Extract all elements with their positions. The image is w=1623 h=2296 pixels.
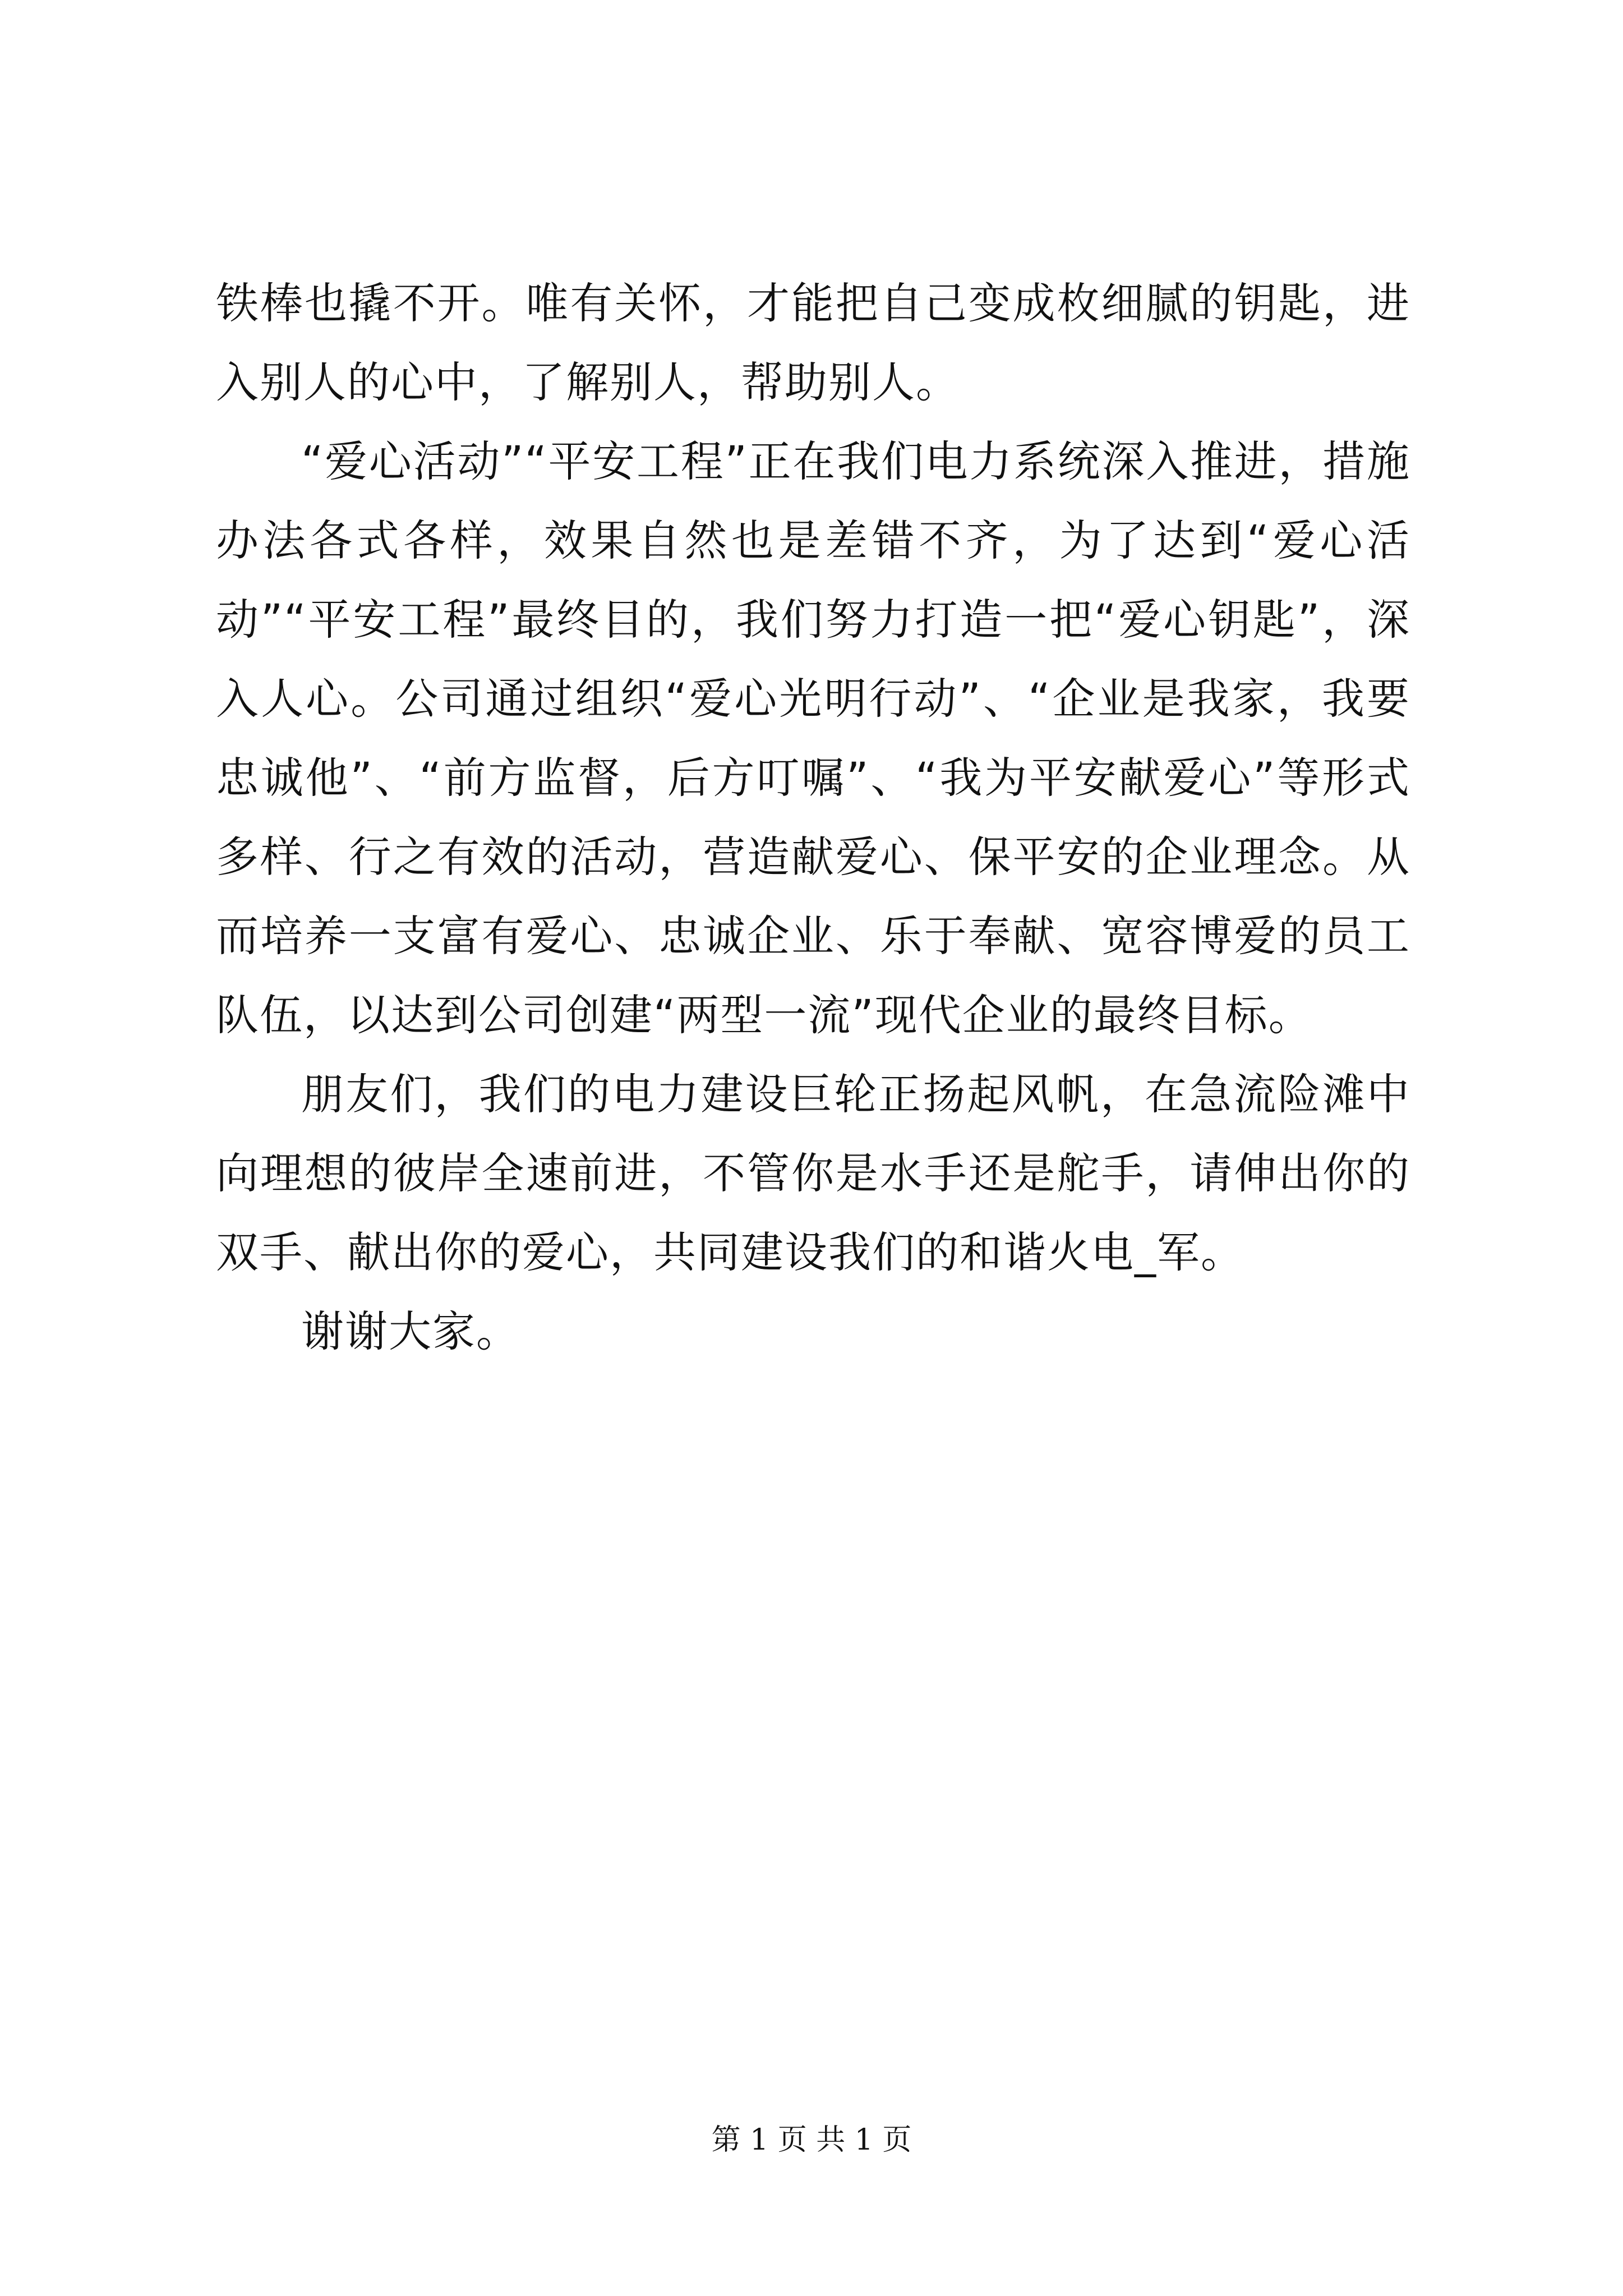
paragraph-4: 谢谢大家。 — [301, 1306, 520, 1356]
paragraph-2: “爱心活动”“平安工程”正在我们电力系统深入推进，措施办法各式各样，效果自然也是差错不齐，为了达到“爱心活动”“平安工程”最终目的，我们努力打造一把“爱心钥匙”，深入人心。公司通过组织“爱心光明行动”、“企业是我家，我要忠诚他”、“前方监督，后方叮嘱”、“我为平安献爱心”等形式多样、行之有效的活动，营造献爱心、保平安的企业理念。从而培养一支富有爱心、忠诚企业、乐于奉献、宽容博爱的员工队伍，以达到公司创建“两型一流”现代企业的最终目标。 — [216, 436, 1410, 1040]
paragraph-1: 铁棒也撬不开。唯有关怀，才能把自己变成枚细腻的钥匙，进入别人的心中，了解别人，帮助别人。 — [216, 278, 1410, 407]
paragraph-3: 朋友们，我们的电力建设巨轮正扬起风帆，在急流险滩中向理想的彼岸全速前进，不管你是水手还是舵手，请伸出你的双手、献出你的爱心，共同建设我们的和谐火电_军。 — [216, 1069, 1410, 1277]
document-body — [216, 264, 1410, 1371]
page-number-footer: 第 1 页 共 1 页 — [711, 2123, 912, 2157]
